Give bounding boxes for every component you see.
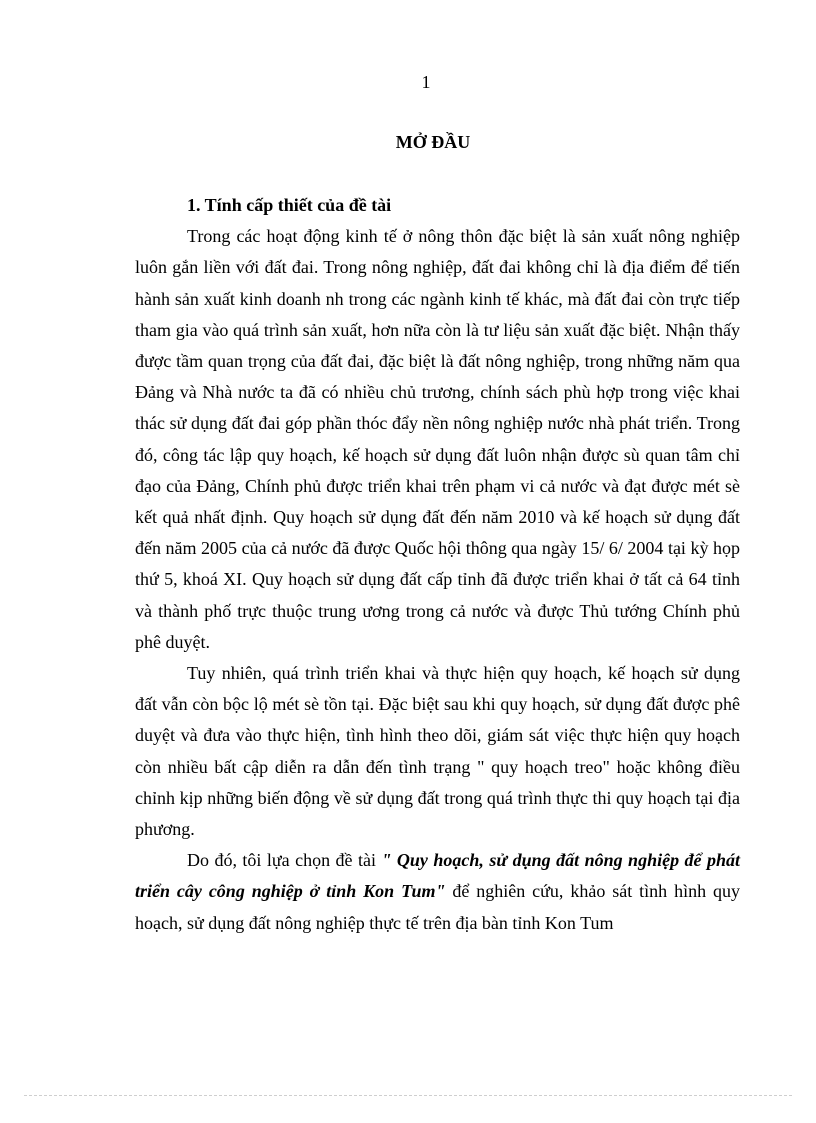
paragraph-3-intro: Do đó, tôi lựa chọn đề tài [187, 850, 382, 871]
paragraph-3 [135, 845, 740, 939]
page-bottom-divider [24, 1095, 792, 1096]
paragraph-3-rest: để nghiên cứu, khảo sát tình hình quy hoạch, sử dụng đất nông nghiệp thực tế trên địa bàn tỉnh Kon Tum [135, 881, 740, 933]
paragraph-1: Trong các hoạt động kinh tế ở nông thôn đặc biệt là sản xuất nông nghiệp luôn gắn liền với đất đai. Trong nông nghiệp, đất đai không chỉ là địa điểm để tiến hành sản xuất kinh doanh nh trong các ngành kinh tế khác, mà đất đai còn trực tiếp tham gia vào quá trình sản xuất, hơn nữa còn là tư liệu sản xuất đặc biệt. Nhận thấy được tầm quan trọng của đất đai, đặc biệt là đất nông nghiệp, trong những năm qua Đảng và Nhà nước ta đã có nhiều chủ trương, chính sách phù hợp trong việc khai thác sử dụng đất đai góp phần thóc đẩy nền nông nghiệp nước nhà phát triển. Trong đó, công tác lập quy hoạch, kế hoạch sử dụng đất luôn nhận được sù quan tâm chỉ đạo của Đảng, Chính phủ được triển khai trên phạm vi cả nước và đạt được mét sè kết quả nhất định. Quy hoạch sử dụng đất đến năm 2010 và kế hoạch sử dụng đất đến năm 2005 của cả nước đã được Quốc hội thông qua ngày 15/ 6/ 2004 tại kỳ họp thứ 5, khoá XI. Quy hoạch sử dụng đất cấp tỉnh đã được triển khai ở tất cả 64 tỉnh và thành phố trực thuộc trung ương trong cả nước và được Thủ tướng Chính phủ phê duyệt. [135, 226, 740, 652]
paragraph-2: Tuy nhiên, quá trình triển khai và thực hiện quy hoạch, kế hoạch sử dụng đất vẫn còn bộc lộ mét sè tồn tại. Đặc biệt sau khi quy hoạch, sử dụng đất được phê duyệt và đưa vào thực hiện, tình hình theo dõi, giám sát việc thực hiện quy hoạch còn nhiều bất cập diễn ra dẫn đến tình trạng " quy hoạch treo" hoặc không điều chỉnh kịp những biến động về sử dụng đất trong quá trình thực thi quy hoạch tại địa phương. [135, 663, 740, 840]
page-number: 1 [421, 72, 431, 92]
section-heading: 1. Tính cấp thiết của đề tài [187, 195, 392, 215]
research-topic-title: " Quy hoạch, sử dụng đất nông nghiệp để phát triển cây công nghiệp ở tỉnh Kon Tum" [135, 850, 740, 902]
document-title: MỞ ĐẦU [395, 132, 471, 152]
document-body [135, 190, 740, 939]
